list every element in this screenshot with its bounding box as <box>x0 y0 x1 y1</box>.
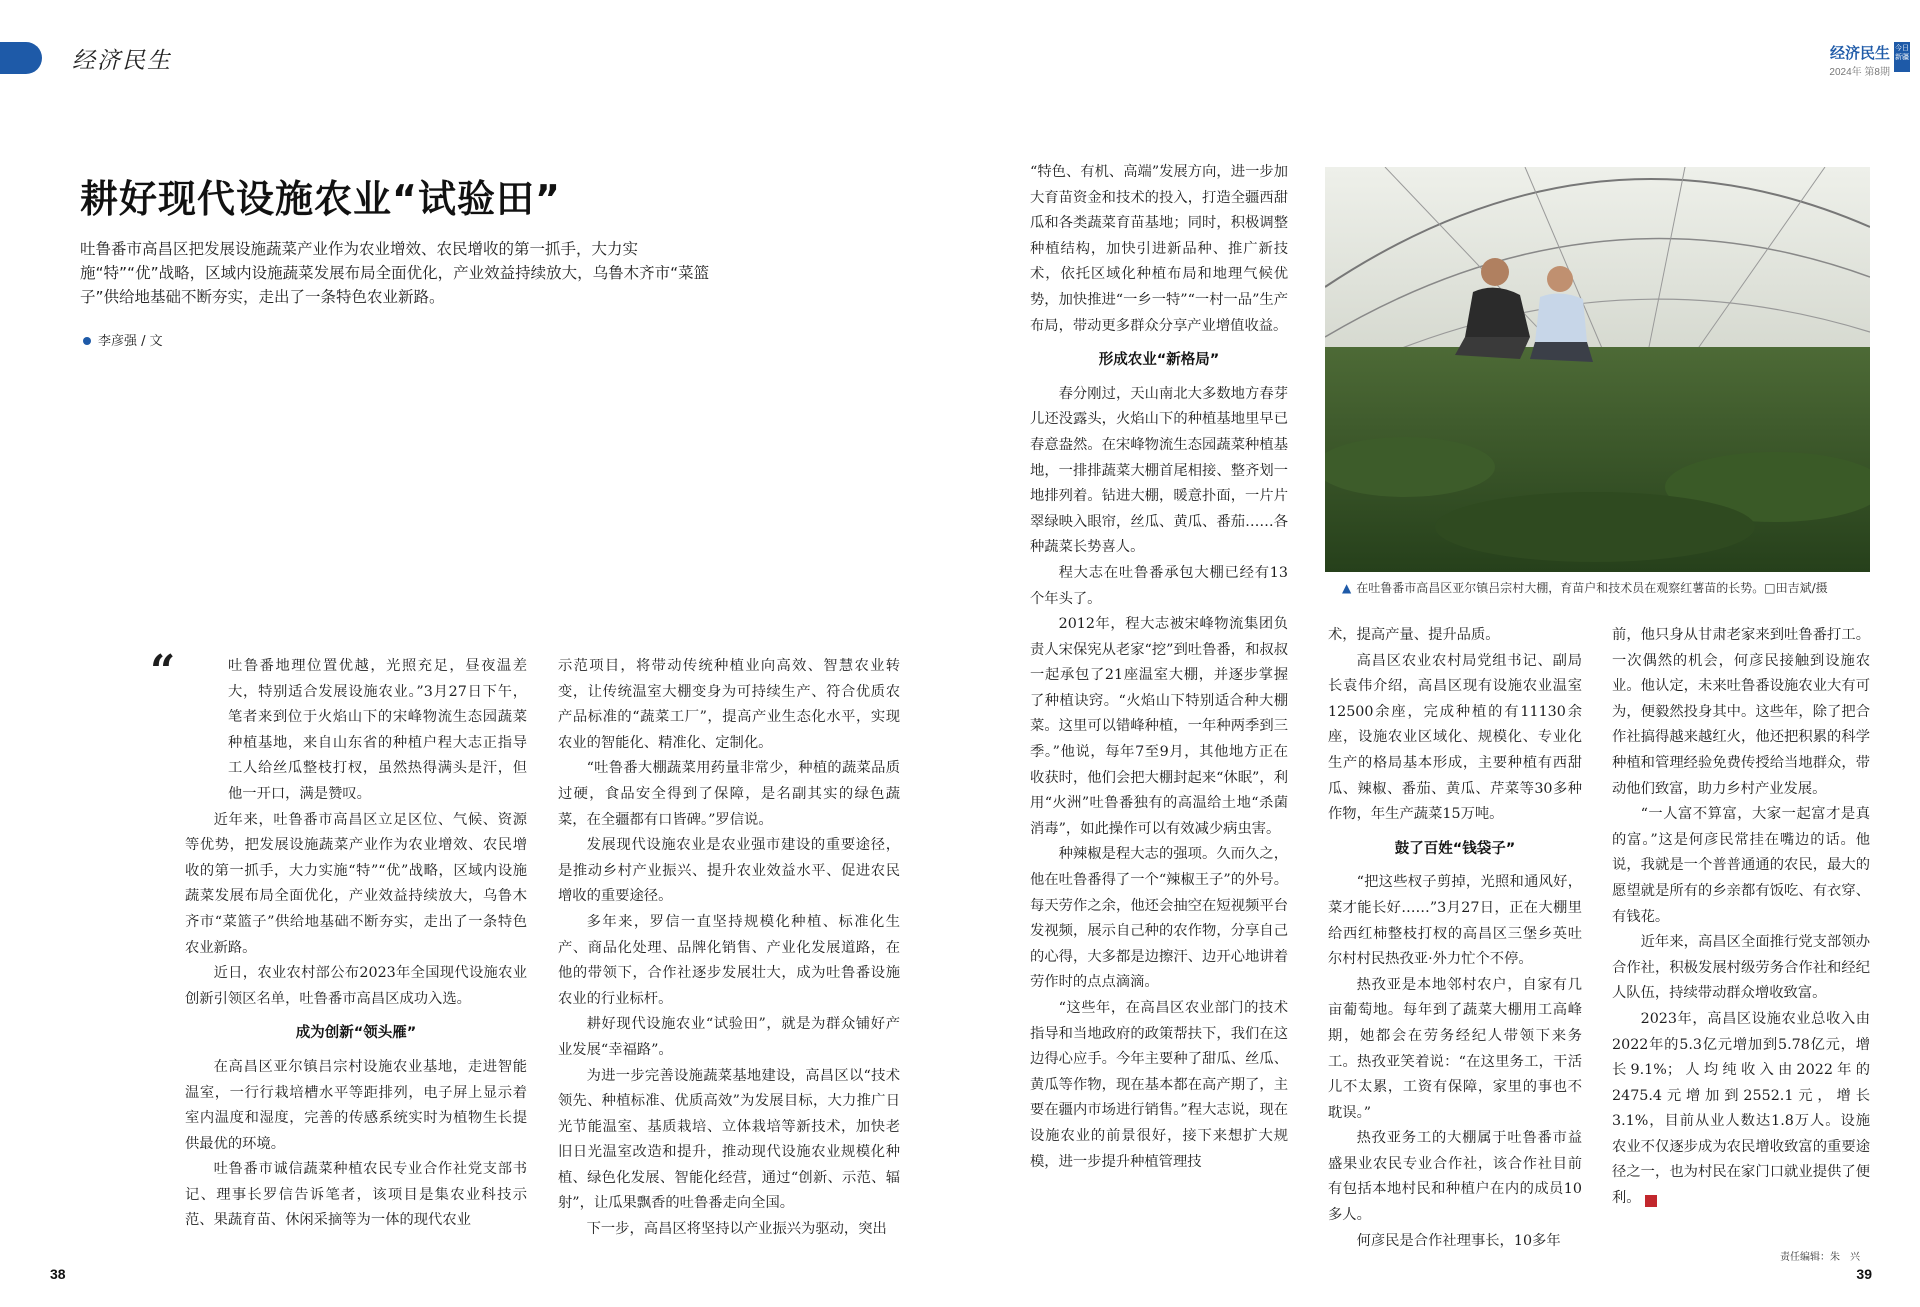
paragraph: “这些年，在高昌区农业部门的技术指导和当地政府的政策帮扶下，我们在这边得心应手。今年主要种了甜瓜、丝瓜、黄瓜等作物，现在基本都在高产期了，主要在疆内市场进行销售。”程大志说，现在设施农业的前景很好，接下来想扩大规模，进一步提升种植管理技 <box>1030 1000 1288 1170</box>
paragraph: 种辣椒是程大志的强项。久而久之，他在吐鲁番得了一个“辣椒王子”的外号。每天劳作之余，他还会抽空在短视频平台发视频，展示自己种的农作物，分享自己的心得，大多都是边擦汗、边开心地讲着劳作时的点点滴滴。 <box>1030 846 1288 991</box>
magazine-header <box>1829 42 1909 78</box>
magazine-section-title: 经济民生 <box>1829 45 1890 62</box>
paragraph: 多年来，罗信一直坚持规模化种植、标准化生产、商品化处理、品牌化销售、产业化发展道路，在他的带领下，合作社逐步发展壮大，成为吐鲁番设施农业的行业标杆。 <box>558 913 900 1007</box>
subheading: 形成农业“新格局” <box>1098 352 1220 369</box>
photo-credit: □田吉斌/摄 <box>1764 581 1828 595</box>
section-name: 经济民生 <box>72 48 172 74</box>
bullet-icon <box>83 337 91 345</box>
article-title: 耕好现代设施农业“试验田” <box>80 177 561 221</box>
paragraph: 程大志在吐鲁番承包大棚已经有13个年头了。 <box>1030 564 1288 607</box>
paragraph: “特色、有机、高端”发展方向，进一步加大育苗资金和技术的投入，打造全疆西甜瓜和各类蔬菜育苗基地；同时，积极调整种植结构，加快引进新品种、推广新技术，依托区域化种植布局和地理气候优势，加快推进“一乡一特”“一村一品”生产布局，带动更多群众分享产业增值收益。 <box>1030 164 1288 334</box>
paragraph: 示范项目，将带动传统种植业向高效、智慧农业转变，让传统温室大棚变身为可持续生产、符合优质农产品标准的“蔬菜工厂”，提高产业生态化水平，实现农业的智能化、精准化、定制化。 <box>558 658 900 751</box>
paragraph: 热孜亚是本地邻村农户，自家有几亩葡萄地。每年到了蔬菜大棚用工高峰期，她都会在劳务经纪人带领下来务工。热孜亚笑着说：“在这里务工，干活儿不太累，工资有保障，家里的事也不耽误。” <box>1328 976 1582 1121</box>
paragraph: 近日，农业农村部公布2023年全国现代设施农业创新引领区名单，吐鲁番市高昌区成功入选。 <box>185 965 527 1007</box>
greenhouse-photo-illustration <box>1325 167 1870 572</box>
paragraph: 热孜亚务工的大棚属于吐鲁番市益盛果业农民专业合作社，该合作社目前有包括本地村民和种植户在内的成员10多人。 <box>1328 1130 1582 1224</box>
paragraph: “把这些杈子剪掉，光照和通风好，菜才能长好……”3月27日，正在大棚里给西红柿整枝打杈的高昌区三堡乡英吐尔村村民热孜亚·外力忙个不停。 <box>1328 874 1582 968</box>
paragraph: 耕好现代设施农业“试验田”，就是为群众铺好产业发展“幸福路”。 <box>558 1016 900 1058</box>
photo-caption <box>1342 579 1828 596</box>
paragraph: 术，提高产量、提升品质。 <box>1328 627 1500 643</box>
paragraph: 近年来，吐鲁番市高昌区立足区位、气候、资源等优势，把发展设施蔬菜产业作为农业增效、农民增收的第一抓手，大力实施“特”“优”战略，区域内设施蔬菜发展布局全面优化，产业效益持续放大，乌鲁木齐市“菜篮子”供给地基础不断夯实，走出了一条特色农业新路。 <box>185 811 527 956</box>
column-3 <box>1030 160 1288 1175</box>
article-lead: 吐鲁番市高昌区把发展设施蔬菜产业作为农业增效、农民增收的第一抓手，大力实施“特”“优”战略，区域内设施蔬菜发展布局全面优化，产业效益持续放大，乌鲁木齐市“菜篮子”供给地基础不断夯实，走出了一条特色农业新路。 <box>80 240 710 306</box>
subheading: 成为创新“领头雁” <box>295 1025 417 1042</box>
caption-text: 在吐鲁番市高昌区亚尔镇吕宗村大棚，育苗户和技术员在观察红薯苗的长势。 <box>1356 581 1765 595</box>
column-1 <box>150 646 527 1234</box>
quote-mark-icon: “ <box>150 646 176 697</box>
issue-number: 2024年 第8期 <box>1829 67 1890 78</box>
paragraph-text: 2023年，高昌区设施农业总收入由2022年的5.3亿元增加到5.78亿元，增长9.1%；人均纯收入由2022年的2475.4元增加到2552.1元，增长3.1%，目前从业人数达1.8万人。设施农业不仅逐步成为农民增收致富的重要途径之一，也为村民在家门口就业提供了便利。 <box>1612 1010 1870 1207</box>
byline-text: 李彦强 / 文 <box>98 334 163 349</box>
paragraph: 近年来，高昌区全面推行党支部领办合作社，积极发展村级劳务合作社和经纪人队伍，持续带动群众增收致富。 <box>1612 934 1870 1002</box>
paragraph: 前，他只身从甘肃老家来到吐鲁番打工。一次偶然的机会，何彦民接触到设施农业。他认定，未来吐鲁番设施农业大有可为，便毅然投身其中。这些年，除了把合作社搞得越来越红火，他还把积累的科学种植和管理经验免费传授给当地群众，带动他们致富，助力乡村产业发展。 <box>1612 627 1870 797</box>
paragraph: 何彦民是合作社理事长，10多年 <box>1356 1232 1561 1249</box>
column-5 <box>1612 623 1870 1212</box>
caption-triangle-icon: ▲ <box>1342 581 1352 595</box>
column-4 <box>1328 623 1582 1254</box>
paragraph: “吐鲁番大棚蔬菜用药量非常少，种植的蔬菜品质过硬，食品安全得到了保障，是名副其实的绿色蔬菜，在全疆都有口皆碑。”罗信说。 <box>558 760 900 828</box>
page-number-left: 38 <box>50 1266 66 1282</box>
paragraph: 2012年，程大志被宋峰物流集团负责人宋保宪从老家“挖”到吐鲁番，和叔叔一起承包了21座温室大棚，并逐步掌握了种植诀窍。“火焰山下特别适合种大棚菜。这里可以错峰种植，一年种两季到三季。”他说，每年7至9月，其他地方正在收获时，他们会把大棚封起来“休眠”，利用“火洲”吐鲁番独有的高温给土地“杀菌消毒”，如此操作可以有效减少病虫害。 <box>1030 616 1288 837</box>
paragraph: 在高昌区亚尔镇吕宗村设施农业基地，走进智能温室，一行行栽培槽水平等距排列，电子屏上显示着室内温度和湿度，完善的传感系统实时为植物生长提供最优的环境。 <box>185 1058 527 1152</box>
paragraph: 为进一步完善设施蔬菜基地建设，高昌区以“技术领先、种植标准、优质高效”为发展目标，大力推广日光节能温室、基质栽培、立体栽培等新技术，加快老旧日光温室改造和提升，推动现代设施农业规模化种植、绿色化发展、智能化经营，通过“创新、示范、辐射”，让瓜果飘香的吐鲁番走向全国。 <box>558 1067 900 1212</box>
paragraph: 吐鲁番地理位置优越，光照充足，昼夜温差大，特别适合发展设施农业。”3月27日下午，笔者来到位于火焰山下的宋峰物流生态园蔬菜种植基地，来自山东省的种植户程大志正指导工人给丝瓜整枝打杈，虽然热得满头是汗，但他一开口，满是赞叹。 <box>228 658 527 802</box>
paragraph: 下一步，高昌区将坚持以产业振兴为驱动，突出 <box>586 1221 887 1238</box>
paragraph: “一人富不算富，大家一起富才是真的富。”这是何彦民常挂在嘴边的话。他说，我就是一个普普通通的农民，最大的愿望就是所有的乡亲都有饭吃、有衣穿、有钱花。 <box>1612 806 1870 925</box>
subheading: 鼓了百姓“钱袋子” <box>1394 840 1516 857</box>
paragraph: 吐鲁番市诚信蔬菜种植农民专业合作社党支部书记、理事长罗信告诉笔者，该项目是集农业科技示范、果蔬育苗、休闲采摘等为一体的现代农业 <box>185 1161 527 1229</box>
paragraph <box>1612 1007 1870 1212</box>
byline <box>83 330 163 349</box>
end-mark-icon: 丿 <box>1645 1195 1657 1207</box>
paragraph: 高昌区农业农村局党组书记、副局长袁伟介绍，高昌区现有设施农业温室12500余座，完成种植的有11130余座，设施农业区域化、规模化、专业化生产的格局基本形成，主要种植有西甜瓜、辣椒、番茄、黄瓜、芹菜等30多种作物，年生产蔬菜15万吨。 <box>1328 652 1582 823</box>
editor-credit: 责任编辑：朱 兴 <box>1780 1252 1860 1263</box>
section-tab-marker <box>0 42 42 74</box>
paragraph: 发展现代设施农业是农业强市建设的重要途径，是推动乡村产业振兴、提升农业效益水平、促进农民增收的重要途径。 <box>558 837 900 905</box>
magazine-badge: 今日新疆 <box>1894 42 1910 72</box>
page-number-right: 39 <box>1856 1266 1872 1282</box>
column-2 <box>558 654 900 1243</box>
paragraph: 春分刚过，天山南北大多数地方春芽儿还没露头，火焰山下的种植基地里早已春意盎然。在宋峰物流生态园蔬菜种植基地，一排排蔬菜大棚首尾相接、整齐划一地排列着。钻进大棚，暖意扑面，一片片翠绿映入眼帘，丝瓜、黄瓜、番茄……各种蔬菜长势喜人。 <box>1030 385 1288 556</box>
greenhouse-photo <box>1325 167 1870 572</box>
